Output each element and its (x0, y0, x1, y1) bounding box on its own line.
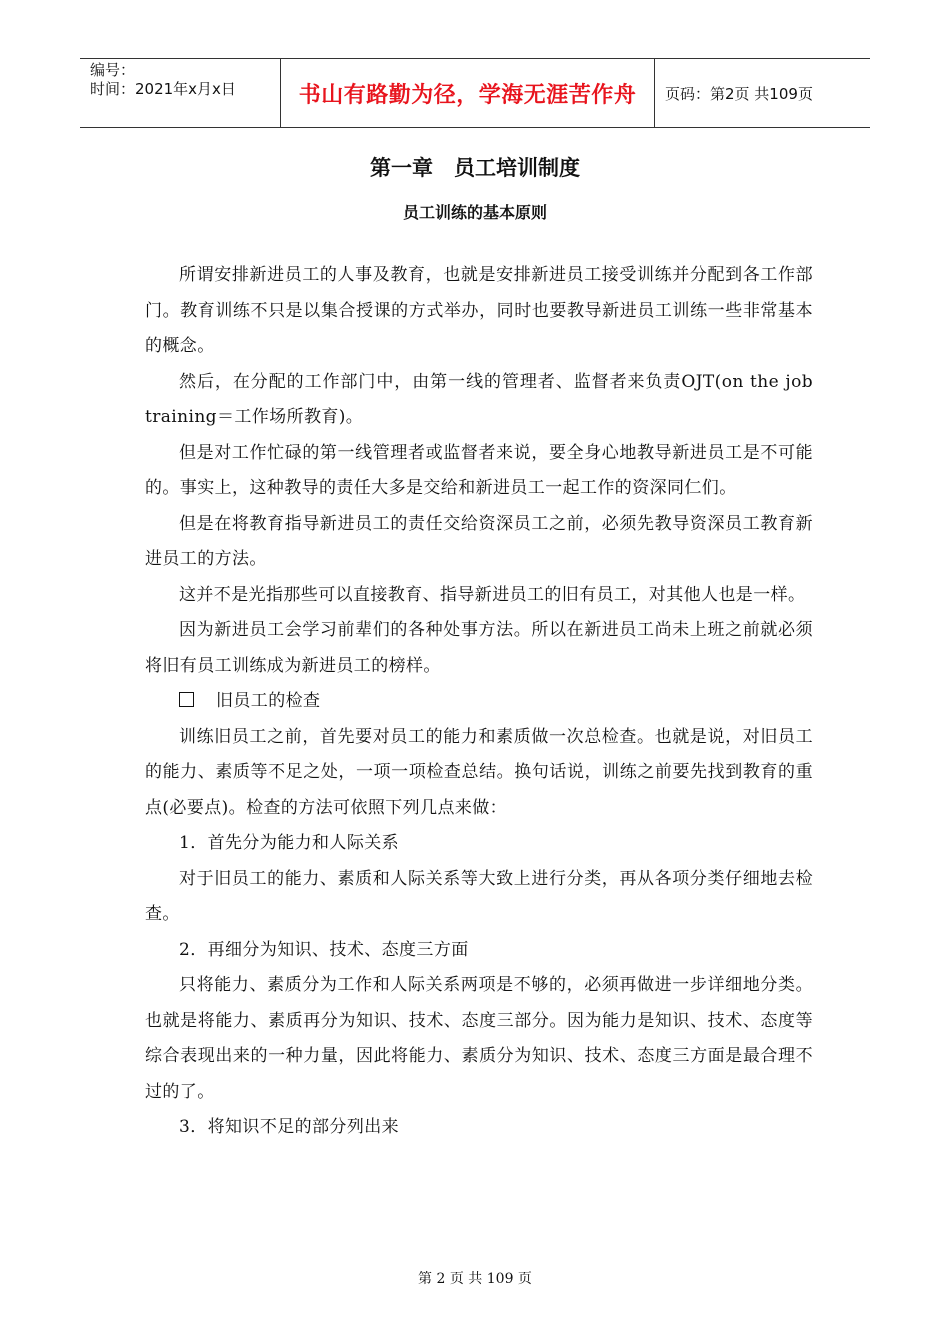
paragraph: 然后，在分配的工作部门中，由第一线的管理者、监督者来负责OJT(on the job training＝工作场所教育)。 (145, 371, 813, 427)
paragraph: 只将能力、素质分为工作和人际关系两项是不够的，必须再做进一步详细地分类。也就是将能力、素质再分为知识、技术、态度三部分。因为能力是知识、技术、态度等综合表现出来的一种力量，因此将能力、素质分为知识、技术、态度三方面是最合理不过的了。 (145, 975, 813, 1102)
chapter-title: 第一章 员工培训制度 (370, 156, 580, 180)
paragraph: 对于旧员工的能力、素质和人际关系等大致上进行分类，再从各项分类仔细地去检查。 (145, 868, 813, 924)
paragraph: 所谓安排新进员工的人事及教育，也就是安排新进员工接受训练并分配到各工作部门。教育训练不只是以集合授课的方式举办，同时也要教导新进员工训练一些非常基本的概念。 (145, 265, 813, 356)
header-meta (80, 59, 281, 127)
header-page-info: 页码：第2页 共109页 (665, 84, 813, 103)
document-header (80, 58, 870, 128)
document-time: 时间：2021年x月x日 (90, 80, 236, 98)
paragraph: 这并不是光指那些可以直接教育、指导新进员工的旧有员工，对其他人也是一样。 (179, 584, 806, 605)
paragraph: 训练旧员工之前，首先要对员工的能力和素质做一次总检查。也就是说，对旧员工的能力、素质等不足之处，一项一项检查总结。换句话说，训练之前要先找到教育的重点(必要点)。检查的方法可依照下列几点来做： (145, 726, 813, 818)
paragraph: 但是在将教育指导新进员工的责任交给资深员工之前，必须先教导资深员工教育新进员工的方法。 (145, 513, 813, 569)
list-item-heading: 3．将知识不足的部分列出来 (179, 1117, 400, 1137)
list-item-heading: 1．首先分为能力和人际关系 (179, 833, 400, 853)
header-motto: 书山有路勤为径，学海无涯苦作舟 (281, 59, 655, 127)
check-heading-text: 旧员工的检查 (216, 691, 321, 711)
document-number-label: 编号： (90, 61, 136, 79)
document-body (145, 258, 813, 1146)
section-subtitle: 员工训练的基本原则 (402, 203, 547, 222)
list-item-heading: 2．再细分为知识、技术、态度三方面 (179, 939, 469, 960)
paragraph: 但是对工作忙碌的第一线管理者或监督者来说，要全身心地教导新进员工是不可能的。事实上，这种教导的责任大多是交给和新进员工一起工作的资深同仁们。 (145, 442, 813, 498)
paragraph: 因为新进员工会学习前辈们的各种处事方法。所以在新进员工尚未上班之前就必须将旧有员工训练成为新进员工的榜样。 (145, 620, 813, 676)
check-heading (145, 684, 813, 720)
checkbox-icon (179, 692, 194, 707)
page-footer: 第 2 页 共 109 页 (418, 1271, 532, 1287)
